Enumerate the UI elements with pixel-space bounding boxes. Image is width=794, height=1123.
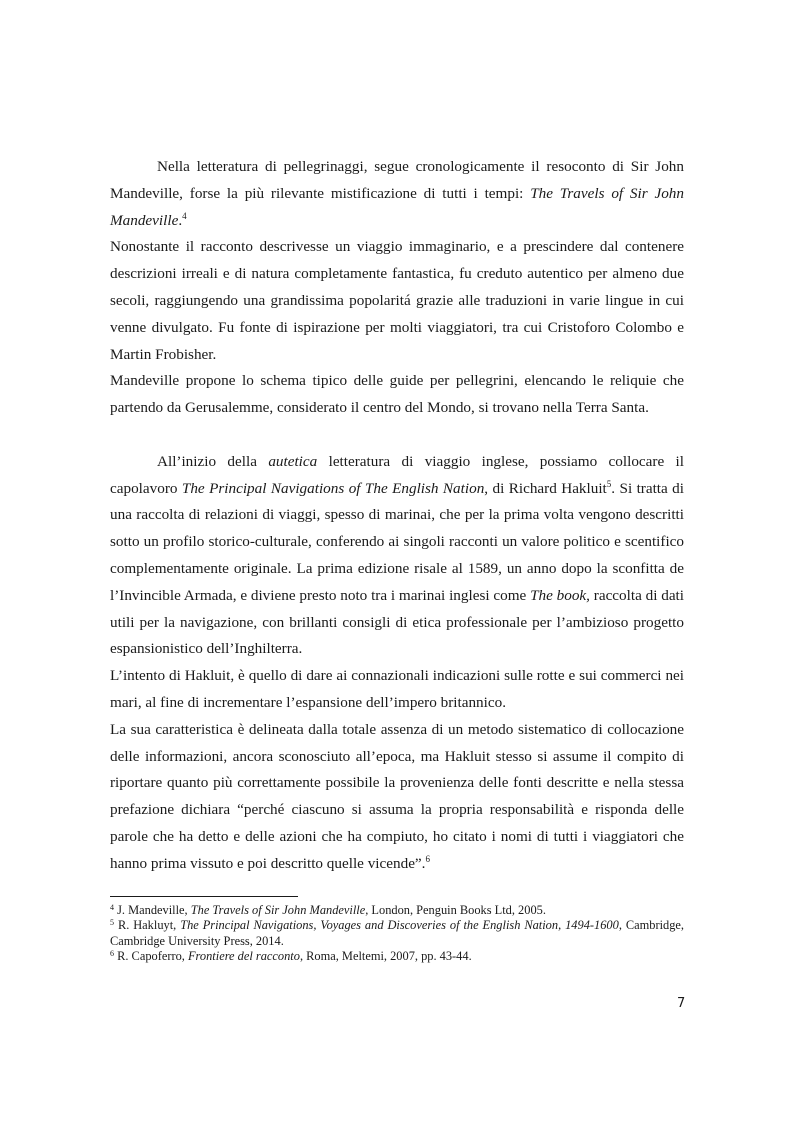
paragraph-characteristic: La sua caratteristica è delineata dalla totale assenza di un metodo sistematico di collocazione delle informazioni, ancora sconosciuto all’epoca, ma Hakluit stesso si assume il compito di riportare quanto più correttamente possibile la provenienza delle fonti descritte e nella stessa prefazione dichiara “perché ciascuno si assuma la propria responsabilità e risponda delle parole che ha detto e delle azioni che ha compiuto, ho citato i nomi di tutti i viaggiatori che hanno prima vissuto e poi descritto quelle vicende”.$^6$ bbox=[110, 720, 684, 872]
footnotes bbox=[110, 903, 684, 965]
paragraph-gap bbox=[110, 422, 684, 449]
paragraph-authenticity: Nonostante il racconto descrivesse un viaggio immaginario, e a prescindere dal contenere descrizioni irreali e di natura completamente fantastica, fu creduto autentico per almeno due secoli, raggiungendo una grandissima popolaritá grazie alle traduzioni in varie lingue in cui venne divulgato. Fu fonte di ispirazione per molti viaggiatori, tra cui Cristoforo Colombo e Martin Frobisher. bbox=[110, 238, 684, 363]
footnote-ref-4[interactable]: 4 bbox=[182, 210, 187, 221]
footnote-ref-6[interactable]: 6 bbox=[425, 853, 430, 864]
page-number: 7 bbox=[677, 996, 686, 1011]
footnote-separator bbox=[110, 896, 298, 897]
paragraph-hakluit: All’inizio della autetica letteratura di viaggio inglese, possiamo collocare il capolavoro The Principal Navigations of The English Nation, di Richard Hakluit$^5$. Si tratta di una raccolta di relazioni di viaggi, spesso di marinai, che per la prima volta vengono descritti sotto un profilo storico-culturale, conferendo ai singoli racconti un valore politico e scentifico complementamente originale. La prima edizione risale al 1589, un anno dopo la sconfitta de l’Invincible Armada, e diviene presto noto tra i marinai inglesi come The book, raccolta di dati utili per la navigazione, con brillanti consigli di etica professionale per l’ambizioso progetto espansionistico dell’Inghilterra. bbox=[110, 452, 685, 658]
main-text bbox=[110, 154, 684, 878]
book-title: The Principal Navigations of The English Nation bbox=[181, 479, 485, 497]
footnote-4: $^4$ J. Mandeville, The Travels of Sir John Mandeville, London, Penguin Books Ltd, 2005. bbox=[110, 903, 546, 917]
footnote-5: $^5$ R. Hakluyt, The Principal Navigations, Voyages and Discoveries of the English Nation, 1494-1600, Cambridge, Cambridge University Press, 2014. bbox=[110, 918, 685, 948]
footnote-6: $^6$ R. Capoferro, Frontiere del racconto, Roma, Meltemi, 2007, pp. 43-44. bbox=[110, 949, 472, 964]
paragraph-relics: Mandeville propone lo schema tipico delle guide per pellegrini, elencando le reliquie che partendo da Gerusalemme, considerato il centro del Mondo, si trovano nella Terra Santa. bbox=[110, 372, 684, 417]
paragraph-intent: L’intento di Hakluit, è quello di dare ai connazionali indicazioni sulle rotte e sui commerci nei mari, al fine di incrementare l’espansione dell’impero britannico. bbox=[110, 667, 684, 711]
book-title: The Travels of Sir John Mandeville bbox=[110, 184, 684, 229]
footnote-ref-5[interactable]: 5 bbox=[606, 478, 612, 489]
book-title: The book, bbox=[530, 586, 590, 604]
paragraph-mandeville: Nella letteratura di pellegrinaggi, segue cronologicamente il resoconto di Sir John Mandeville, forse la più rilevante mistificazione di tutti i tempi: The Travels of Sir John Mandeville.$^4$ bbox=[110, 158, 684, 229]
